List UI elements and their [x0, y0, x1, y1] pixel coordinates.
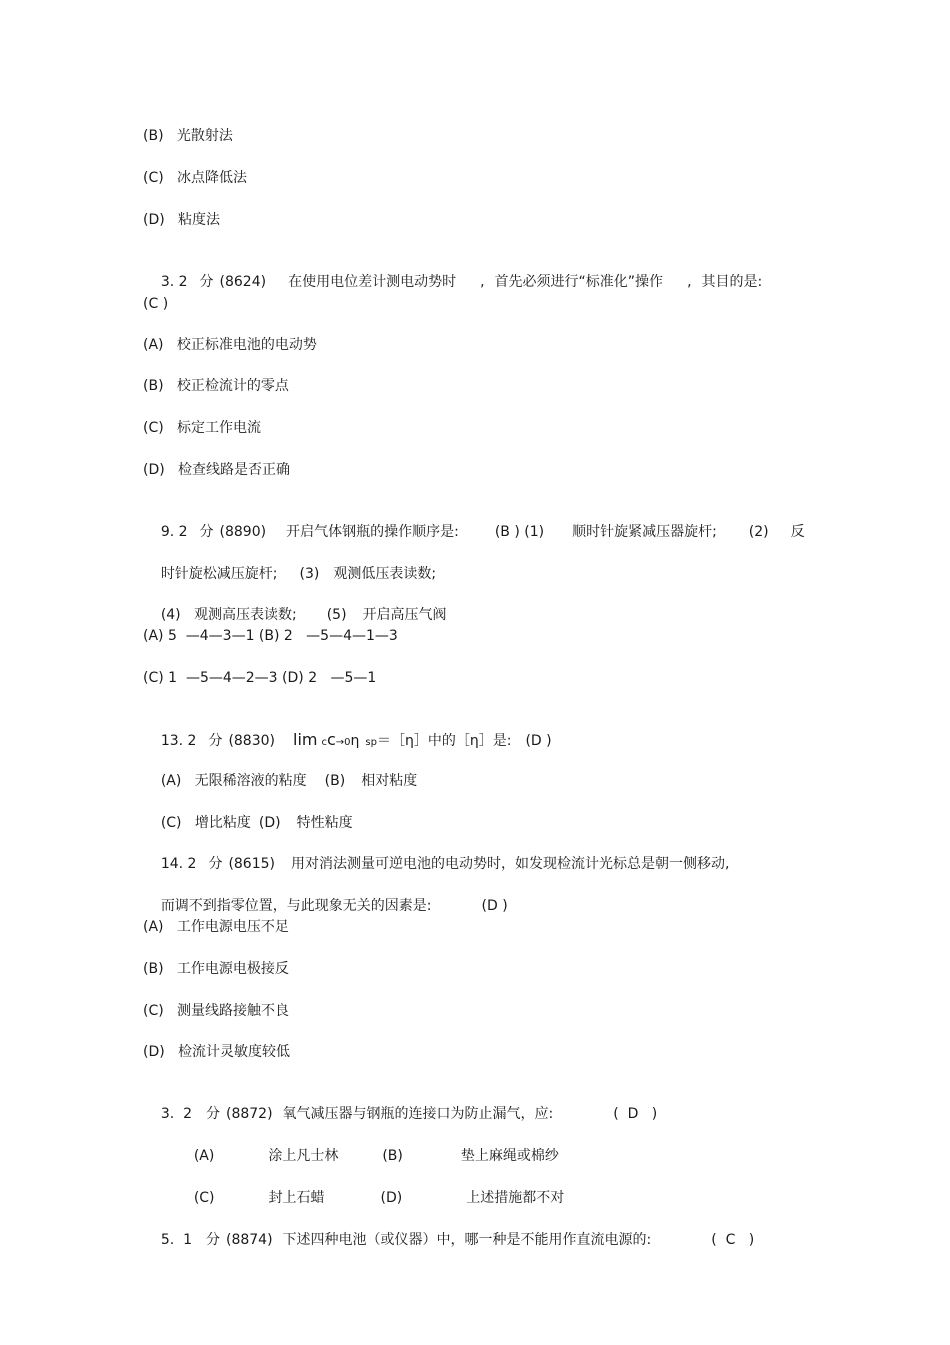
- option-label: (C): [193, 1190, 215, 1206]
- formula-sp: sp: [365, 737, 377, 748]
- option-label: (A): [193, 1148, 215, 1164]
- option-line: (B) 工作电源电极接反: [143, 961, 289, 977]
- question-text: 而调不到指零位置，与此现象无关的因素是:: [160, 898, 432, 914]
- question-text: 在使用电位差计测电动势时: [288, 274, 457, 290]
- option-line: [176, 1126, 559, 1164]
- question-cont-line: [143, 585, 447, 623]
- question-score: 分: [199, 524, 214, 540]
- question-text: ＝［η］中的［η］是:: [376, 733, 512, 749]
- option-text: (C) 增比粘度: [160, 815, 251, 831]
- question-cont-line: [143, 876, 508, 914]
- question-text: (3): [299, 566, 320, 582]
- option-line: (C) 冰点降低法: [143, 170, 248, 186]
- question-line: [143, 1084, 658, 1122]
- question-score: 分: [205, 1106, 220, 1122]
- question-answer: (D ): [525, 733, 552, 749]
- question-number: 13. 2: [160, 733, 197, 749]
- question-answer: ( D ): [613, 1106, 658, 1122]
- question-number: 5. 1: [160, 1232, 192, 1248]
- option-line: (D) 检流计灵敏度较低: [143, 1044, 291, 1060]
- option-label: (B): [382, 1148, 403, 1164]
- option-label: (D): [258, 815, 281, 831]
- answer-line: (C ): [143, 296, 169, 312]
- option-line: [143, 793, 353, 831]
- question-number: 3. 2: [160, 274, 188, 290]
- question-cont-line: [143, 544, 437, 582]
- formula-sub: c: [321, 737, 327, 748]
- question-code: (8872): [225, 1106, 273, 1122]
- option-line: (B) 校正检流计的零点: [143, 378, 289, 394]
- question-line: [143, 502, 805, 540]
- option-text: 相对粘度: [361, 773, 418, 789]
- question-line: [143, 252, 763, 290]
- option-line: (D) 粘度法: [143, 212, 221, 228]
- option-label: (D): [380, 1190, 403, 1206]
- question-score: 分: [199, 274, 214, 290]
- question-line: [143, 710, 552, 749]
- option-text: 封上石蜡: [268, 1190, 325, 1206]
- question-text: 时针旋松减压旋杆;: [160, 566, 278, 582]
- question-code: (8615): [228, 856, 275, 872]
- question-text: 其目的是:: [701, 274, 763, 290]
- option-line: (C) 1 —5—4—2—3 (D) 2 —5—1: [143, 670, 377, 686]
- question-text: 开启气体钢瓶的操作顺序是:: [286, 524, 459, 540]
- question-score: 分: [208, 733, 223, 749]
- option-line: [143, 751, 418, 789]
- option-text: 上述措施都不对: [466, 1190, 565, 1206]
- question-code: (8890): [219, 524, 267, 540]
- option-line: (D) 检查线路是否正确: [143, 462, 291, 478]
- option-line: (A) 工作电源电压不足: [143, 919, 289, 935]
- question-line: [143, 1210, 755, 1248]
- question-text: (5): [326, 607, 347, 623]
- formula-arrow: →0: [335, 737, 351, 748]
- question-text: 开启高压气阀: [362, 607, 447, 623]
- option-label: (B): [324, 773, 346, 789]
- question-code: (8830): [228, 733, 275, 749]
- option-text: 垫上麻绳或棉纱: [460, 1148, 559, 1164]
- option-line: (A) 校正标准电池的电动势: [143, 337, 317, 353]
- question-answer: (D ): [481, 898, 508, 914]
- formula-lim: lim: [293, 730, 318, 749]
- question-text: 下述四种电池（或仪器）中，哪一种是不能用作直流电源的:: [282, 1232, 652, 1248]
- formula-eta: η: [350, 733, 360, 749]
- question-text: (4) 观测高压表读数;: [160, 607, 297, 623]
- option-line: [176, 1168, 565, 1206]
- question-answer: (B ) (1): [494, 524, 545, 540]
- question-line: [143, 834, 730, 872]
- question-number: 14. 2: [160, 856, 197, 872]
- question-code: (8624): [219, 274, 267, 290]
- option-line: (C) 测量线路接触不良: [143, 1003, 290, 1019]
- question-text: (2): [748, 524, 769, 540]
- option-text: 特性粘度: [296, 815, 353, 831]
- formula-c: c: [326, 730, 336, 749]
- question-text: 顺时针旋紧减压器旋杆;: [572, 524, 717, 540]
- question-text: 观测低压表读数;: [333, 566, 437, 582]
- question-text: ,: [480, 274, 485, 290]
- question-code: (8874): [225, 1232, 273, 1248]
- question-text: 首先必须进行“标准化”操作: [494, 274, 664, 290]
- question-score: 分: [208, 856, 223, 872]
- question-answer: ( C ): [711, 1232, 755, 1248]
- option-line: (B) 光散射法: [143, 128, 233, 144]
- question-score: 分: [205, 1232, 220, 1248]
- option-line: (A) 5 —4—3—1 (B) 2 —5—4—1—3: [143, 628, 398, 644]
- question-text: ,: [687, 274, 692, 290]
- question-text: 反: [790, 524, 805, 540]
- option-line: (C) 标定工作电流: [143, 420, 262, 436]
- question-number: 9. 2: [160, 524, 188, 540]
- option-text: 涂上凡士林: [268, 1148, 339, 1164]
- question-number: 3. 2: [160, 1106, 192, 1122]
- question-text: 氧气减压器与钢瓶的连接口为防止漏气，应:: [282, 1106, 554, 1122]
- question-text: 用对消法测量可逆电池的电动势时，如发现检流计光标总是朝一侧移动,: [291, 856, 730, 872]
- option-text: (A) 无限稀溶液的粘度: [160, 773, 307, 789]
